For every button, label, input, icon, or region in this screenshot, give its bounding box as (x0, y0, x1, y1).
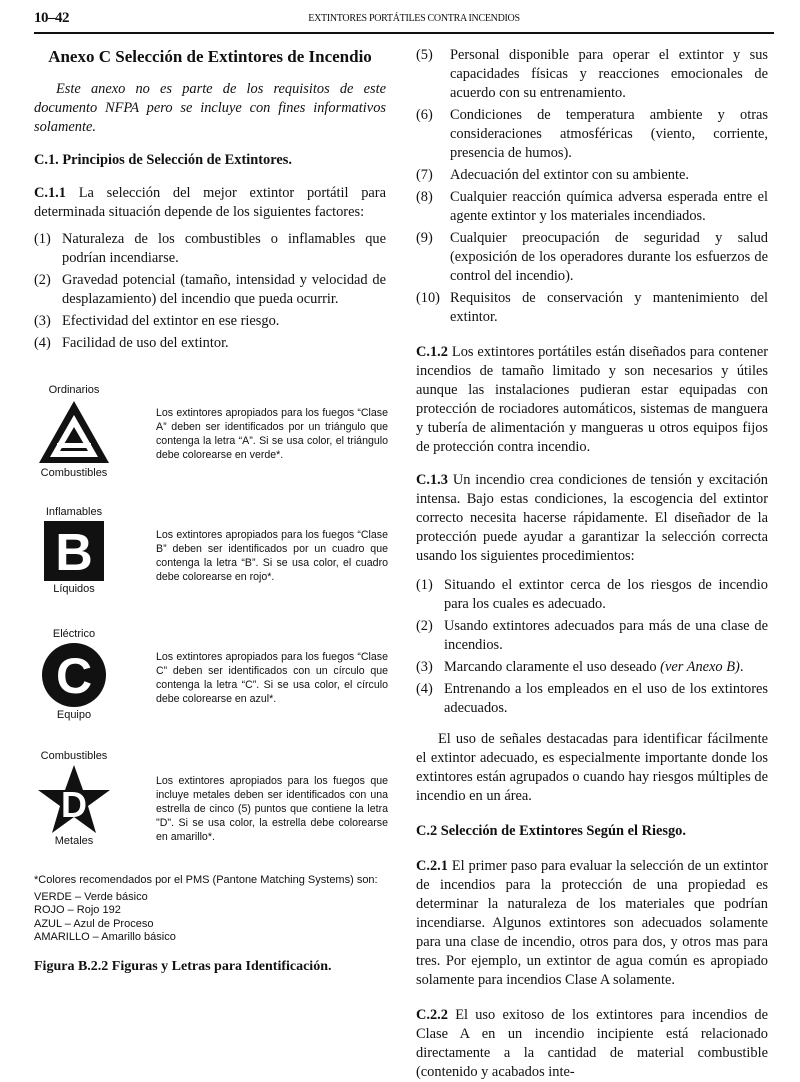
paragraph-number: C.1.2 (416, 344, 448, 360)
section-heading-c1: C.1. Principios de Selección de Extintores. (34, 152, 292, 168)
symbol-bottom-label: Metales (54, 835, 94, 847)
class-a-symbol (34, 384, 114, 480)
class-d-symbol (34, 750, 114, 848)
list-item (34, 230, 386, 268)
list-marker: (3) (34, 313, 51, 329)
list-marker: (7) (416, 167, 433, 183)
annex-b-reference: (ver Anexo B) (660, 659, 740, 675)
list-item (34, 334, 386, 353)
circle-c-icon (42, 643, 106, 707)
list-item (416, 106, 768, 163)
class-b-symbol (34, 506, 114, 596)
list-marker: (2) (34, 272, 51, 288)
triangle-a-icon (37, 399, 111, 465)
list-item (34, 271, 386, 309)
square-b-icon (44, 521, 104, 581)
paragraph-text: Un incendio crea condiciones de tensión y excitación intensa. Bajo estas condiciones, la escogencia del extintor correcto necesita hacerse rápidamente. El diseñador de la protección puede ayudar a garantizar la selección correcta usando los siguientes procedimientos: (416, 472, 768, 564)
symbol-top-label: Combustibles (40, 750, 108, 762)
symbol-top-label: Inflamables (45, 506, 103, 518)
paragraph-number: C.2.1 (416, 858, 448, 874)
list-marker: (1) (34, 231, 51, 247)
paragraph-text: Los extintores portátiles están diseñados para contener incendios de tamaño limitado y son necesarios y útiles aunque las instalaciones pudieran estar equipadas con protección de rociadores automáticos, sistemas de manguera y tubería de alimentación y mangueras u otros equipos fijos de protección contra incendio. (416, 344, 768, 455)
list-item (416, 658, 768, 677)
paragraph-text: La selección del mejor extintor portátil para determinada situación depende de los siguientes factores: (34, 185, 386, 220)
list-marker: (2) (416, 618, 433, 634)
list-marker: (8) (416, 189, 433, 205)
paragraph-signage: El uso de señales destacadas para identificar fácilmente el extintor adecuado, es especialmente importante donde los extintores están agrupados o cuando hay riesgos múltiples de incendio en un área. (416, 731, 768, 804)
list-marker: (6) (416, 107, 433, 123)
pms-color-item: ROJO – Rojo 192 (34, 904, 121, 916)
section-heading-c2: C.2 Selección de Extintores Según el Riesgo. (416, 823, 686, 839)
class-b-description: Los extintores apropiados para los fuegos “Clase B” deben ser identificados por un cuadro que contenga la letra “B”. Si se usa color, el cuadro debe colorearse en rojo*. (156, 529, 388, 583)
annex-title: Anexo C Selección de Extintores de Incendio (48, 47, 372, 66)
figure-identification-symbols (34, 384, 386, 975)
pms-note-lead: *Colores recomendados por el PMS (Pantone Matching Systems) son: (34, 874, 378, 886)
list-item (34, 312, 386, 331)
symbol-letter: C (55, 648, 93, 704)
pms-color-note (34, 874, 386, 945)
paragraph-number: C.2.2 (416, 1007, 448, 1023)
list-item (416, 617, 768, 655)
list-marker: (10) (416, 290, 440, 306)
symbol-top-label: Eléctrico (52, 628, 96, 640)
list-item (416, 680, 768, 718)
symbol-letter: B (55, 524, 93, 581)
class-d-description: Los extintores apropiados para los fuegos que incluye metales deben ser identificados con una estrella de cinco (5) puntos que contiene la letra "D". Si se usa color, la estrella debe colorearse en amarillo*. (156, 775, 388, 843)
class-a-description: Los extintores apropiados para los fuegos “Clase A” deben ser identificados por un triángulo que contenga la letra “A”. Si se usa color, el triángulo debe colorearse en verde*. (156, 407, 388, 461)
list-marker: (4) (34, 335, 51, 351)
symbol-top-label: Ordinarios (48, 384, 100, 396)
pms-color-item: AZUL – Azul de Proceso (34, 917, 154, 930)
symbol-bottom-label: Líquidos (53, 583, 95, 595)
paragraph-c1-3 (416, 471, 768, 566)
list-item-text: Naturaleza de los combustibles o inflamables que podrían incendiarse. (62, 231, 386, 266)
right-column (416, 40, 768, 1082)
list-item-text: Cualquier preocupación de seguridad y salud (exposición de los operadores durante los esfuerzos de control del incendio). (450, 230, 768, 284)
list-marker: (5) (416, 47, 433, 63)
procedures-list (416, 576, 768, 718)
symbol-row-class-a (34, 384, 386, 506)
class-c-description: Los extintores apropiados para los fuegos “Clase C” deben ser identificados con un círculo que contenga la letra “C”. Si se usa color, el círculo debe colorearse en azul*. (156, 651, 388, 705)
list-item (416, 289, 768, 327)
list-item-text: Personal disponible para operar el extintor y sus capacidades físicas y reacciones emocionales de acuerdo con su entrenamiento. (450, 47, 768, 101)
pms-color-item: VERDE – Verde básico (34, 890, 148, 903)
list-item (416, 576, 768, 614)
paragraph-number: C.1.1 (34, 185, 66, 201)
list-item-tail: . (739, 659, 744, 675)
list-item-text: Entrenando a los empleados en el uso de los extintores adecuados. (444, 681, 768, 716)
list-item-text: Efectividad del extintor en ese riesgo. (62, 313, 280, 329)
list-item-text: Facilidad de uso del extintor. (62, 335, 229, 351)
list-item-text: Usando extintores adecuados para más de una clase de incendios. (444, 618, 768, 653)
symbol-letter: D (61, 784, 87, 825)
list-item-text: Marcando claramente el uso deseado (444, 659, 661, 675)
paragraph-text: El primer paso para evaluar la selección de un extintor de incendios para la protección de una propiedad es determinar la naturaleza de los materiales que podrían incendiarse. Algunos extintores son adecuados solamente para una clase de incendio, otros para dos, y otros mas para tres. Por ejemplo, un extintor de agua común es apropiado solamente para incendios Clase A solamente. (416, 858, 768, 988)
list-item-text: Gravedad potencial (tamaño, intensidad y velocidad de desplazamiento) del incendio que pueda ocurrir. (62, 272, 386, 307)
list-item-text: Situando el extintor cerca de los riesgos de incendio para los cuales es adecuado. (444, 577, 768, 612)
paragraph-c2-1 (416, 857, 768, 990)
list-item-text: Cualquier reacción química adversa esperada entre el agente extintor y los materiales incendiados. (450, 189, 768, 224)
paragraph-c1-1 (34, 184, 386, 222)
list-item (416, 229, 768, 286)
symbol-row-class-c (34, 628, 386, 750)
list-item (416, 166, 768, 185)
list-marker: (4) (416, 681, 433, 697)
paragraph-c2-2 (416, 1006, 768, 1082)
list-item (416, 188, 768, 226)
page-header (34, 8, 774, 34)
symbol-bottom-label: Equipo (56, 709, 92, 721)
list-marker: (1) (416, 577, 433, 593)
symbol-row-class-b (34, 506, 386, 628)
list-item-text: Condiciones de temperatura ambiente y otras consideraciones atmosféricas (viento, corriente, presencia de humos). (450, 107, 768, 161)
list-marker: (9) (416, 230, 433, 246)
running-title: EXTINTORES PORTÁTILES CONTRA INCENDIOS (308, 13, 520, 24)
annex-intro-note: Este anexo no es parte de los requisitos de este documento NFPA pero se incluye con fines informativos solamente. (34, 81, 386, 135)
pms-color-item: AMARILLO – Amarillo básico (34, 931, 176, 943)
list-marker: (3) (416, 659, 433, 675)
paragraph-c1-2 (416, 343, 768, 457)
class-c-symbol (34, 628, 114, 722)
paragraph-text: El uso exitoso de los extintores para incendios de Clase A en un incendio incipiente está relacionado directamente a la cantidad de material combustible (contenido y acabados inte- (416, 1007, 768, 1080)
figure-caption: Figura B.2.2 Figuras y Letras para Identificación. (34, 958, 332, 974)
paragraph-number: C.1.3 (416, 472, 448, 488)
list-item-text: Requisitos de conservación y mantenimiento del extintor. (450, 290, 768, 325)
selection-factors-list (34, 230, 386, 353)
symbol-bottom-label: Combustibles (40, 467, 108, 479)
star-d-icon (38, 765, 110, 833)
list-item (416, 46, 768, 103)
selection-factors-list-continued (416, 46, 768, 327)
page-number: 10–42 (34, 10, 69, 26)
list-item-text: Adecuación del extintor con su ambiente. (450, 167, 689, 183)
symbol-row-class-d (34, 750, 386, 872)
left-column (34, 40, 386, 356)
